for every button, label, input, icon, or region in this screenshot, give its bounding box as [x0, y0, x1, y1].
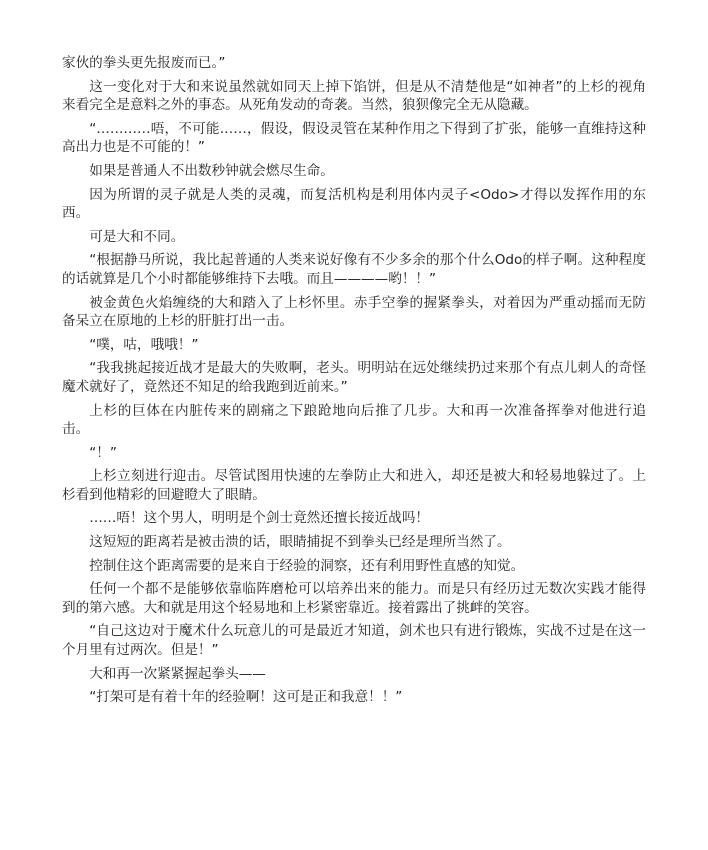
paragraph: 控制住这个距离需要的是来自于经验的洞察，还有利用野性直感的知觉。: [89, 557, 525, 574]
paragraph: 可是大和不同。: [89, 228, 185, 245]
paragraph: 家伙的拳头更先报废而已。”: [62, 55, 226, 71]
paragraph: 如果是普通人不出数秒钟就会燃尽生命。: [89, 162, 334, 179]
paragraph: 大和再一次紧紧握起拳头——: [89, 665, 266, 682]
paragraph: “根据静马所说，我比起普通的人类来说好像有不少多余的那个什么Odo的样子啊。这种程度的话就算是几个小时都能够维持下去哦。而且————哟！！”: [62, 252, 646, 287]
paragraph: “噗，咕，哦哦！”: [89, 336, 199, 353]
paragraph: “自己这边对于魔术什么玩意儿的可是最近才知道，剑术也只有进行锻炼，实战不过是在这一个月里有过两次。但是！”: [62, 623, 646, 659]
paragraph: 因为所谓的灵子就是人类的灵魂，而复活机构是利用体内灵子<Odo>才得以发挥作用的东西。: [62, 186, 646, 222]
paragraph: 被金黄色火焰缠绕的大和踏入了上杉怀里。赤手空拳的握紧拳头，对着因为严重动摇而无防备呆立在原地的上杉的肝脏打出一击。: [62, 294, 646, 330]
paragraph: 上杉的巨体在内脏传来的剧痛之下踉跄地向后推了几步。大和再一次准备挥拳对他进行追击。: [62, 402, 646, 438]
body-text: [62, 54, 646, 712]
paragraph: 这一变化对于大和来说虽然就如同天上掉下馅饼，但是从不清楚他是“如神者”的上杉的视角来看完全是意料之外的事态。从死角发动的奇袭。当然，狼狈像完全无从隐藏。: [62, 78, 646, 114]
paragraph: “打架可是有着十年的经验啊！这可是正和我意！！”: [89, 689, 403, 706]
paragraph: “…………唔，不可能……，假设，假设灵管在某种作用之下得到了扩张，能够一直维持这种高出力也是不可能的！”: [62, 120, 646, 156]
paragraph: ……唔！这个男人，明明是个剑士竟然还擅长接近战吗！: [89, 510, 430, 527]
paragraph: “！”: [89, 444, 117, 461]
paragraph: 上杉立刻进行迎击。尽管试图用快速的左拳防止大和进入，却还是被大和轻易地躲过了。上杉看到他精彩的回避瞪大了眼睛。: [62, 468, 646, 503]
paragraph: “我我挑起接近战才是最大的失败啊，老头。明明站在远处继续扔过来那个有点儿刺人的奇怪魔术就好了，竟然还不知足的给我跑到近前来。”: [62, 360, 646, 395]
paragraph: 任何一个都不是能够依靠临阵磨枪可以培养出来的能力。而是只有经历过无数次实践才能得到的第六感。大和就是用这个轻易地和上杉紧密靠近。接着露出了挑衅的笑容。: [62, 581, 646, 616]
paragraph: 这短短的距离若是被击溃的话，眼睛捕捉不到拳头已经是理所当然了。: [89, 534, 511, 551]
